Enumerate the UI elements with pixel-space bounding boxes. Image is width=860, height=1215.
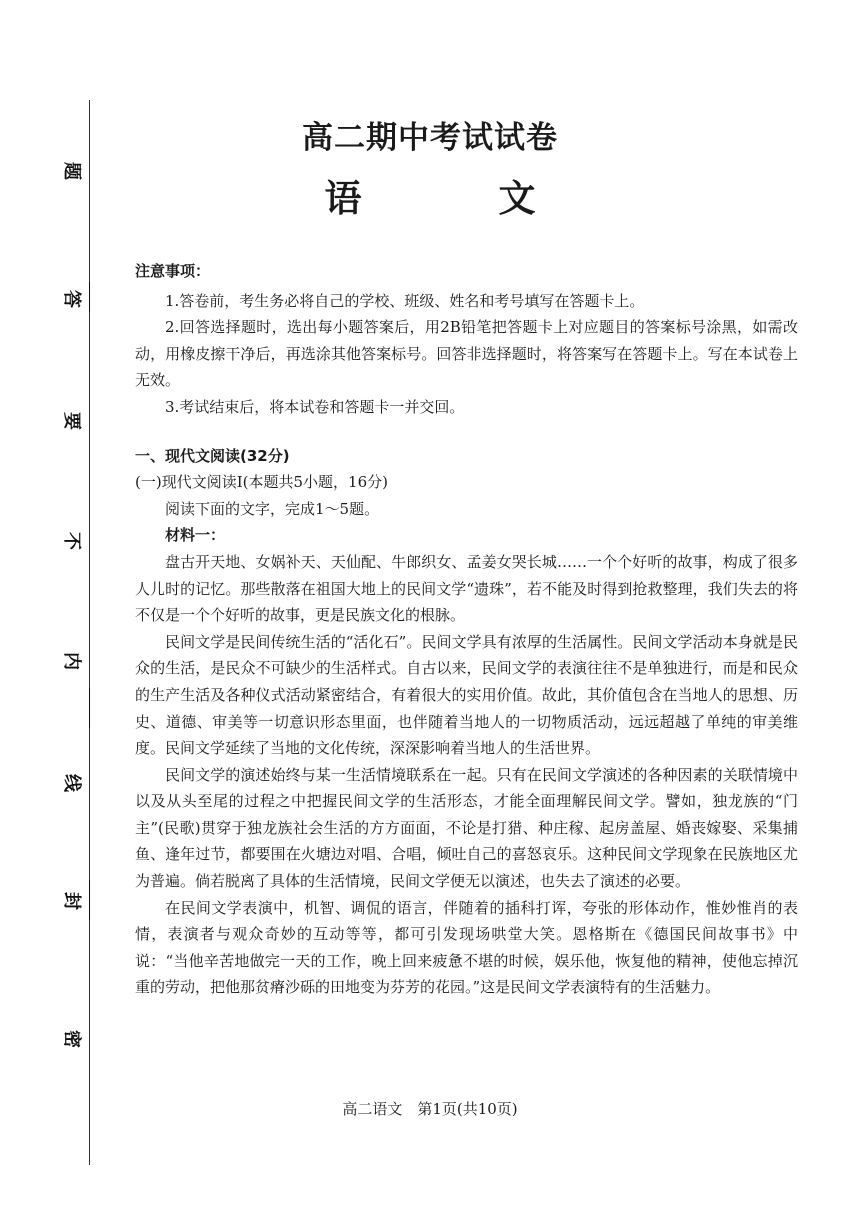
section-subheading: (一)现代文阅读Ⅰ(本题共5小题，16分)	[135, 473, 388, 492]
note-item: 3.考试结束后，将本试卷和答题卡一并交回。	[165, 397, 465, 416]
exam-content	[135, 258, 798, 1001]
binding-char: 题	[61, 162, 82, 180]
binding-char: 要	[61, 412, 82, 430]
reading-instruction: 阅读下面的文字，完成1～5题。	[165, 499, 380, 518]
binding-line	[89, 100, 90, 1165]
binding-tick	[89, 688, 90, 728]
binding-char: 密	[61, 1030, 82, 1048]
notes-heading: 注意事项：	[135, 262, 211, 280]
binding-char: 答	[61, 290, 82, 308]
binding-char: 封	[61, 892, 82, 910]
page-title: 高二期中考试试卷	[302, 120, 558, 156]
page-footer: 高二语文 第1页(共10页)	[342, 1100, 518, 1118]
binding-char: 不	[61, 532, 82, 550]
note-item: 1.答卷前，考生务必将自己的学校、班级、姓名和考号填写在答题卡上。	[165, 291, 645, 310]
material-paragraph: 在民间文学表演中，机智、调侃的语言，伴随着的插科打诨，夸张的形体动作，惟妙惟肖的表情，表演者与观众奇妙的互动等等，都可引发现场哄堂大笑。恩格斯在《德国民间故事书》中说：“当他辛苦地做完一天的工作，晚上回来疲惫不堪的时候，娱乐他，恢复他的精神，使他忘掉沉重的劳动，把他那贫瘠沙砾的田地变为芬芳的花园。”这是民间文学表演特有的生活魅力。	[135, 898, 798, 997]
binding-char: 内	[61, 652, 82, 670]
material-label: 材料一：	[165, 526, 226, 545]
note-item: 2.回答选择题时，选出每小题答案后，用2B铅笔把答题卡上对应题目的答案标号涂黑，如需改动，用橡皮擦干净后，再选涂其他答案标号。回答非选择题时，将答案写在答题卡上。写在本试卷上无效。	[135, 318, 798, 390]
material-paragraph: 民间文学是民间传统生活的“活化石”。民间文学具有浓厚的生活属性。民间文学活动本身就是民众的生活，是民众不可缺少的生活样式。自古以来，民间文学的表演往往不是单独进行，而是和民众的生产生活及各种仪式活动紧密结合，有着很大的实用价值。故此，其价值包含在当地人的思想、历史、道德、审美等一切意识形态里面，也伴随着当地人的一切物质活动，远远超越了单纯的审美维度。民间文学延续了当地的文化传统，深深影响着当地人的生活世界。	[135, 632, 798, 758]
binding-char: 线	[61, 774, 82, 792]
subject-title: 语 文	[324, 177, 586, 220]
material-paragraph: 民间文学的演述始终与某一生活情境联系在一起。只有在民间文学演述的各种因素的关联情境中以及从头至尾的过程之中把握民间文学的生活形态，才能全面理解民间文学。譬如，独龙族的“门主”(民歌)贯穿于独龙族社会生活的方方面面，不论是打猎、种庄稼、起房盖屋、婚丧嫁娶、采集捕鱼、逢年过节，都要围在火塘边对唱、合唱，倾吐自己的喜怒哀乐。这种民间文学现象在民族地区尤为普遍。倘若脱离了具体的生活情境，民间文学便无以演述，也失去了演述的必要。	[135, 765, 798, 891]
material-paragraph: 盘古开天地、女娲补天、天仙配、牛郎织女、孟姜女哭长城……一个个好听的故事，构成了很多人儿时的记忆。那些散落在祖国大地上的民间文学“遗珠”，若不能及时得到抢救整理，我们失去的将不仅是一个个好听的故事，更是民族文化的根脉。	[135, 552, 798, 625]
binding-tick	[89, 282, 90, 312]
binding-tick	[89, 880, 90, 920]
section-heading: 一、现代文阅读(32分)	[135, 446, 290, 465]
